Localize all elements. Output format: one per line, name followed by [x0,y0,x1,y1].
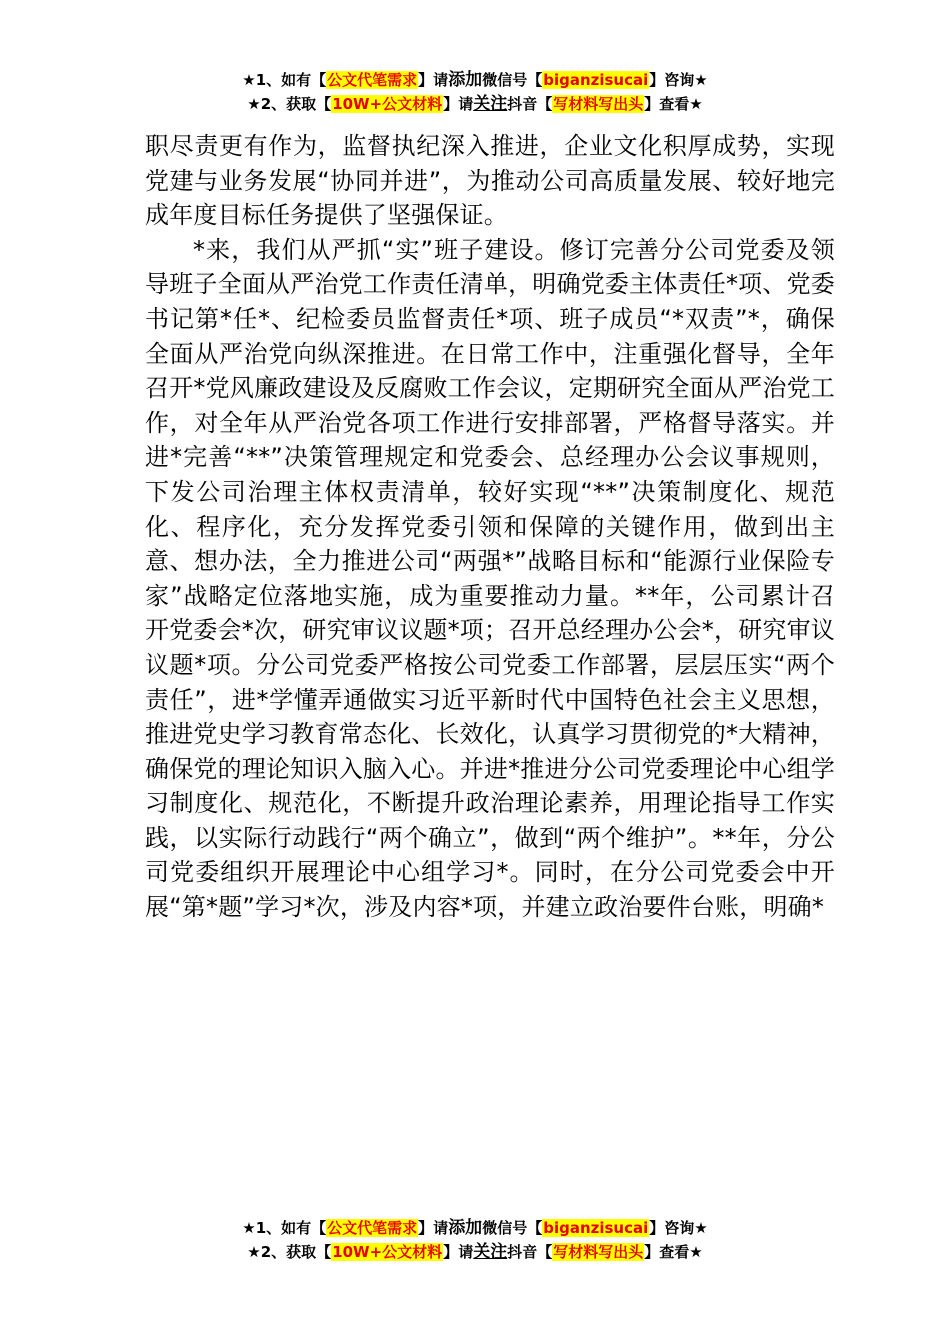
footer-line-2-suffix: 】查看★ [644,1243,703,1261]
footer-line-2-emphasis: 关注 [473,1242,508,1262]
header-banner [0,68,950,116]
document-body [145,129,835,925]
header-line-2-prefix: ★2、获取【 [247,95,332,113]
header-line-1-mid2: 微信号【 [482,71,543,89]
footer-line-1-highlight-service: 公文代笔需求 [327,1219,418,1237]
header-line-1-prefix: ★1、如有【 [242,71,327,89]
header-line-2 [0,92,950,116]
body-paragraph-2: *来，我们从严抓“实”班子建设。修订完善分公司党委及领导班子全面从严治党工作责任清单，明确党委主体责任*项、党委书记第*任*、纪检委员监督责任*项、班子成员“*双责”*，确保全面从严治党向纵深推进。在日常工作中，注重强化督导，全年召开*党风廉政建设及反腐败工作会议，定期研究全面从严治党工作，对全年从严治党各项工作进行安排部署，严格督导落实。并进*完善“**”决策管理规定和党委会、总经理办公会议事规则，下发公司治理主体权责清单，较好实现“**”决策制度化、规范化、程序化，充分发挥党委引领和保障的关键作用，做到出主意、想办法，全力推进公司“两强*”战略目标和“能源行业保险专家”战略定位落地实施，成为重要推动力量。**年，公司累计召开党委会*次，研究审议议题*项；召开总经理办公会*，研究审议议题*项。分公司党委严格按公司党委工作部署，层层压实“两个责任”，进*学懂弄通做实习近平新时代中国特色社会主义思想，推进党史学习教育常态化、长效化，认真学习贯彻党的*大精神，确保党的理论知识入脑入心。并进*推进分公司党委理论中心组学习制度化、规范化，不断提升政治理论素养，用理论指导工作实践，以实际行动践行“两个确立”，做到“两个维护”。**年，分公司党委组织开展理论中心组学习*。同时，在分公司党委会中开展“第*题”学习*次，涉及内容*项，并建立政治要件台账，明确* [145,235,835,922]
body-paragraph-1: 职尽责更有作为，监督执纪深入推进，企业文化积厚成势，实现党建与业务发展“协同并进”，为推动公司高质量发展、较好地完成年度目标任务提供了坚强保证。 [145,132,835,230]
header-line-1-mid: 】请 [418,71,449,89]
header-line-1 [0,68,950,92]
footer-line-1-mid2: 微信号【 [482,1219,543,1237]
footer-line-1-emphasis: 添加 [448,1218,483,1238]
header-line-1-emphasis: 添加 [448,70,483,90]
footer-line-1 [0,1216,950,1240]
header-line-1-suffix: 】咨询★ [649,71,708,89]
footer-banner [0,1216,950,1264]
footer-line-2 [0,1240,950,1264]
footer-line-2-prefix: ★2、获取【 [247,1243,332,1261]
footer-line-2-highlight-materials: 10W+公文材料 [332,1243,443,1261]
header-line-2-highlight-douyin: 写材料写出头 [553,95,644,113]
header-line-2-emphasis: 关注 [473,94,508,114]
header-line-2-mid2: 抖音【 [507,95,553,113]
header-line-1-highlight-service: 公文代笔需求 [327,71,418,89]
footer-line-2-highlight-douyin: 写材料写出头 [553,1243,644,1261]
footer-line-1-mid: 】请 [418,1219,449,1237]
header-line-2-suffix: 】查看★ [644,95,703,113]
header-line-2-highlight-materials: 10W+公文材料 [332,95,443,113]
footer-line-1-suffix: 】咨询★ [649,1219,708,1237]
footer-line-1-prefix: ★1、如有【 [242,1219,327,1237]
header-line-1-highlight-wechat: biganzisucai [543,71,649,89]
header-line-2-mid: 】请 [443,95,474,113]
footer-line-2-mid: 】请 [443,1243,474,1261]
footer-line-1-highlight-wechat: biganzisucai [543,1219,649,1237]
footer-line-2-mid2: 抖音【 [507,1243,553,1261]
